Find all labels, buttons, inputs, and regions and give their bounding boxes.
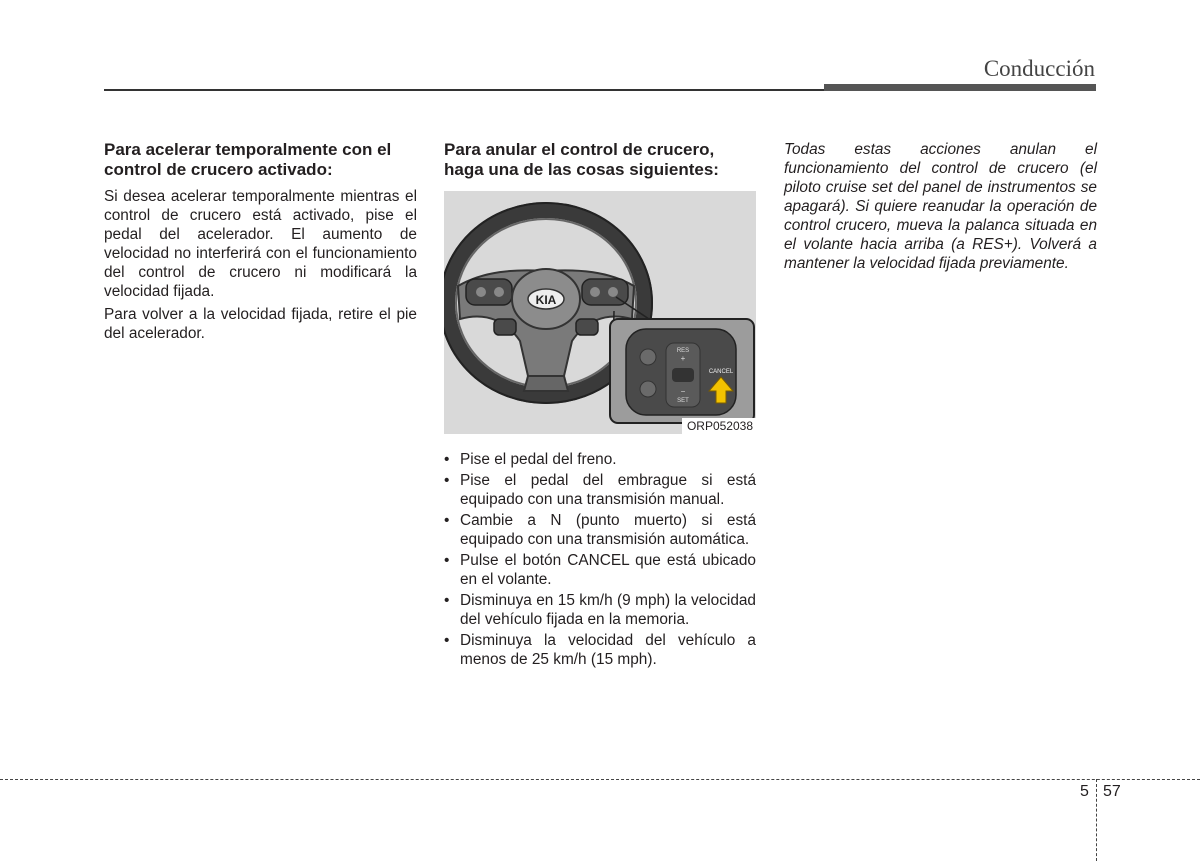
list-item: • Disminuya en 15 km/h (9 mph) la velocidad del vehículo fijada en la memoria. — [444, 591, 756, 628]
paragraph-accelerate: Si desea acelerar temporalmente mientras el control de crucero está activado, pise el pedal del acelerador. El aumento de velocidad no interferirá con el funcionamiento del control de crucero ni modificará la velocidad fijada. — [104, 188, 417, 300]
list-item: • Pulse el botón CANCEL que está ubicado en el volante. — [444, 551, 756, 588]
page-number: 57 — [1103, 783, 1121, 800]
note-paragraph: Todas estas acciones anulan el funcionamiento del control de crucero (el piloto cruise set del panel de instrumentos se apagará). Si quiere reanudar la operación de control crucero, mueva la palanca situada en el volante hacia arriba (a RES+). Volverá a mantener la velocidad fijada previamente. — [784, 141, 1097, 272]
paragraph-return-speed: Para volver a la velocidad fijada, retire el pie del acelerador. — [104, 306, 417, 342]
list-item: • Disminuya la velocidad del vehículo a menos de 25 km/h (15 mph). — [444, 631, 756, 668]
chapter-number: 5 — [1080, 783, 1089, 800]
bullet-icon: • — [444, 591, 450, 609]
res-plus-label: + — [680, 354, 686, 363]
column-middle — [444, 140, 756, 671]
cancel-label: CANCEL — [708, 369, 734, 375]
column-right — [784, 140, 1097, 277]
bullet-icon: • — [444, 471, 450, 489]
column-left — [104, 140, 417, 347]
header-rule — [104, 89, 826, 91]
steering-wheel-illustration — [444, 191, 756, 434]
set-label: SET — [677, 398, 689, 404]
list-item: • Pise el pedal del embrague si está equipado con una transmisión manual. — [444, 471, 756, 508]
set-minus-label: − — [680, 387, 686, 396]
footer-divider-vertical — [1096, 779, 1097, 861]
bullet-icon: • — [444, 511, 450, 529]
section-heading-accelerate: Para acelerar temporalmente con el control de crucero activado: — [104, 140, 392, 179]
list-item: • Cambie a N (punto muerto) si está equipado con una transmisión automática. — [444, 511, 756, 548]
bullet-icon: • — [444, 631, 450, 649]
steering-wheel-figure — [444, 191, 756, 434]
section-heading-cancel: Para anular el control de crucero, haga una de las cosas siguientes: — [444, 140, 719, 179]
kia-logo-text: KIA — [535, 293, 557, 307]
res-label: RES — [676, 348, 690, 354]
header-rule-accent — [824, 84, 1096, 91]
bullet-icon: • — [444, 451, 450, 468]
page-header-title: Conducción — [983, 56, 1095, 81]
list-item: • Pise el pedal del freno. — [444, 451, 617, 468]
cancel-methods-list — [444, 450, 756, 670]
bullet-icon: • — [444, 551, 450, 569]
figure-code: ORP052038 — [682, 418, 756, 434]
footer-divider — [0, 779, 1200, 780]
